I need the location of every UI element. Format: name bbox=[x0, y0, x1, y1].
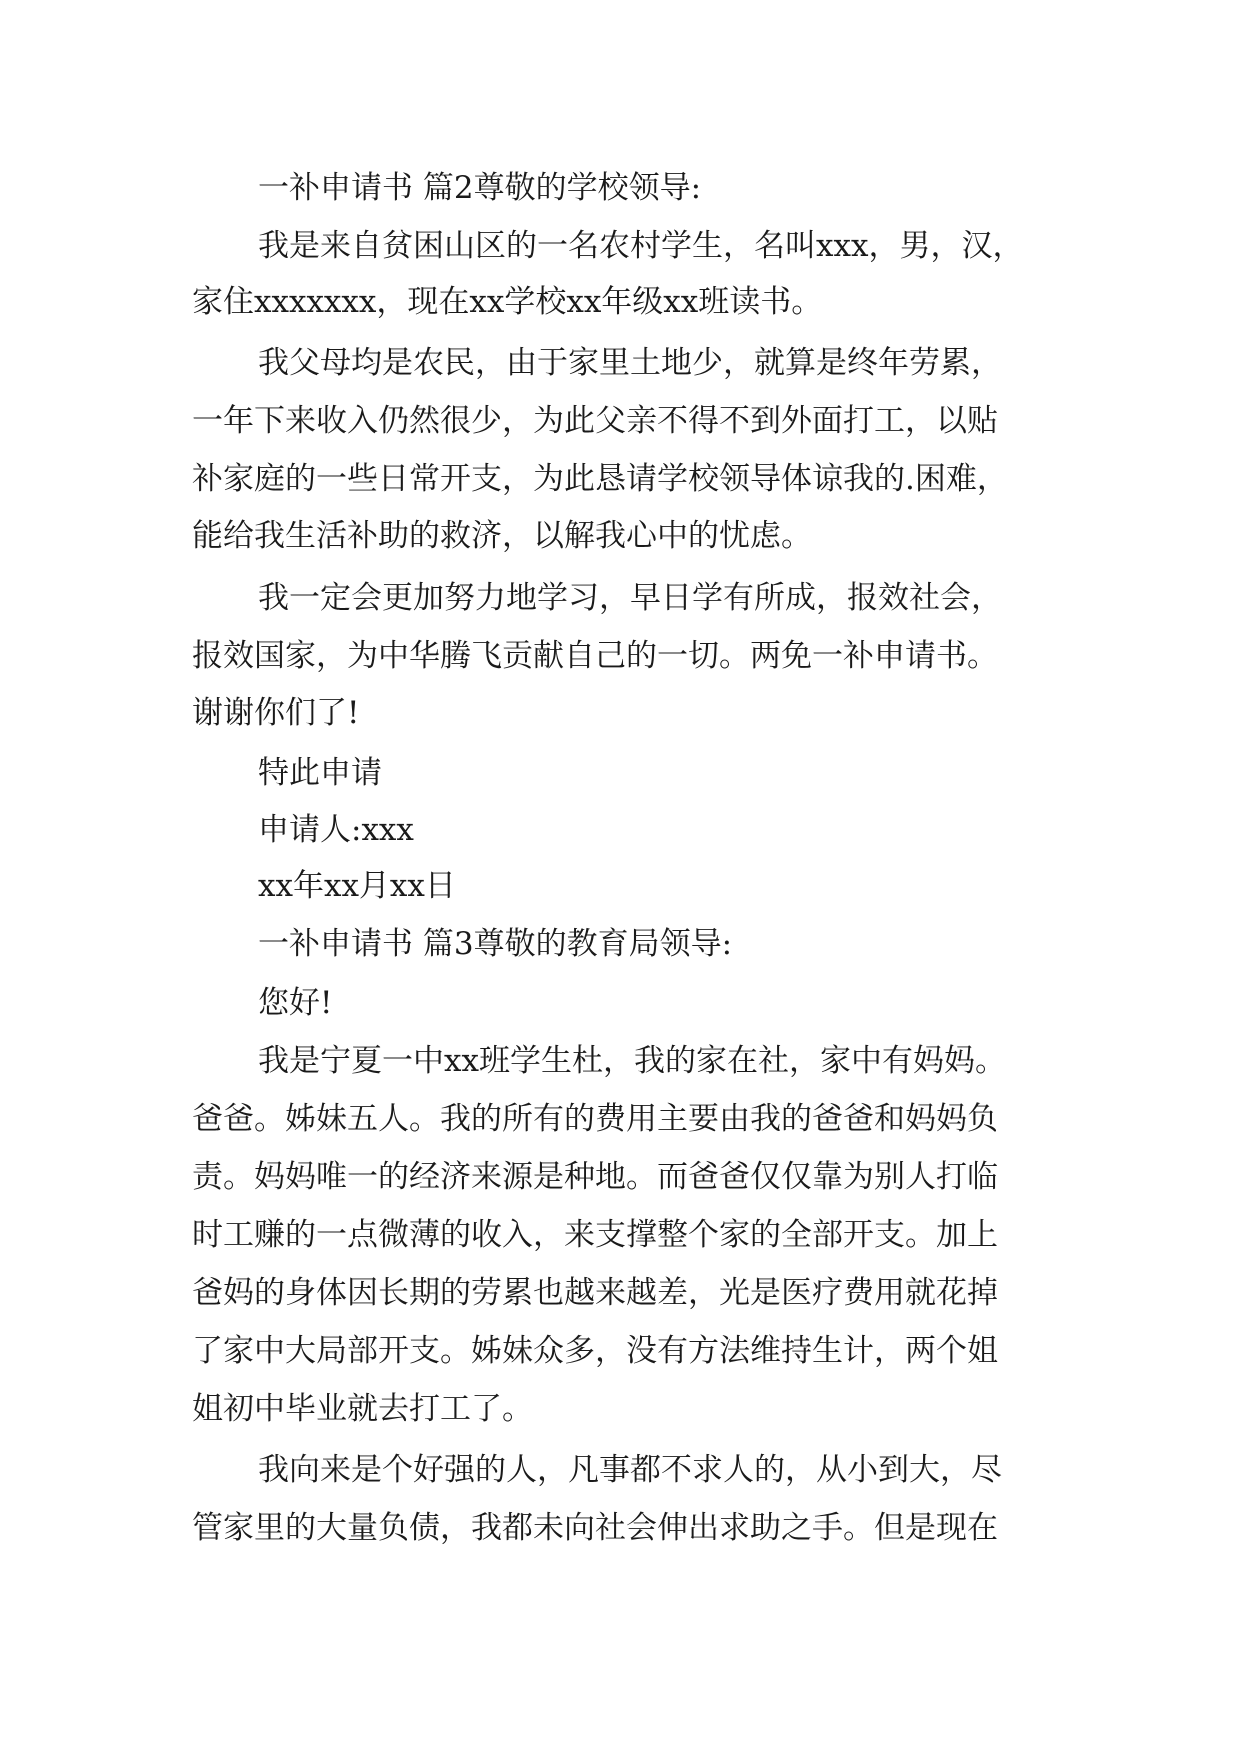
text-line: 报效国家，为中华腾飞贡献自己的一切。两免一补申请书。 bbox=[192, 638, 998, 674]
greeting-line: 您好! bbox=[258, 985, 333, 1021]
text-line: 我是来自贫困山区的一名农村学生，名叫xxx，男，汉， bbox=[258, 228, 1024, 264]
text-line: 爸妈的身体因长期的劳累也越来越差，光是医疗费用就花掉 bbox=[192, 1275, 998, 1311]
text-line: 爸爸。姊妹五人。我的所有的费用主要由我的爸爸和妈妈负 bbox=[192, 1101, 998, 1137]
section-heading-3: 一补申请书 篇3尊敬的教育局领导: bbox=[258, 926, 733, 962]
text-line: 补家庭的一些日常开支，为此恳请学校领导体谅我的.困难， bbox=[192, 461, 1008, 497]
date-line: xx年xx月xx日 bbox=[258, 868, 456, 904]
closing-text: 特此申请 bbox=[258, 755, 382, 791]
text-line: 责。妈妈唯一的经济来源是种地。而爸爸仅仅靠为别人打临 bbox=[192, 1159, 998, 1195]
text-line: 我向来是个好强的人，凡事都不求人的，从小到大，尽 bbox=[258, 1452, 1002, 1488]
text-line: 姐初中毕业就去打工了。 bbox=[192, 1391, 533, 1427]
text-line: 谢谢你们了! bbox=[192, 695, 360, 731]
text-line: 我父母均是农民，由于家里土地少，就算是终年劳累， bbox=[258, 345, 1002, 381]
text-line: 一年下来收入仍然很少，为此父亲不得不到外面打工，以贴 bbox=[192, 403, 998, 439]
text-line: 能给我生活补助的救济，以解我心中的忧虑。 bbox=[192, 518, 812, 554]
text-line: 家住xxxxxxx，现在xx学校xx年级xx班读书。 bbox=[192, 284, 823, 320]
text-line: 时工赚的一点微薄的收入，来支撑整个家的全部开支。加上 bbox=[192, 1217, 998, 1253]
section-heading-2: 一补申请书 篇2尊敬的学校领导: bbox=[258, 170, 702, 206]
text-line: 管家里的大量负债，我都未向社会伸出求助之手。但是现在 bbox=[192, 1510, 998, 1546]
text-line: 了家中大局部开支。姊妹众多，没有方法维持生计，两个姐 bbox=[192, 1333, 998, 1369]
applicant-line: 申请人:xxx bbox=[258, 812, 414, 848]
text-line: 我是宁夏一中xx班学生杜，我的家在社，家中有妈妈。 bbox=[258, 1043, 1006, 1079]
text-line: 我一定会更加努力地学习，早日学有所成，报效社会， bbox=[258, 580, 1002, 616]
